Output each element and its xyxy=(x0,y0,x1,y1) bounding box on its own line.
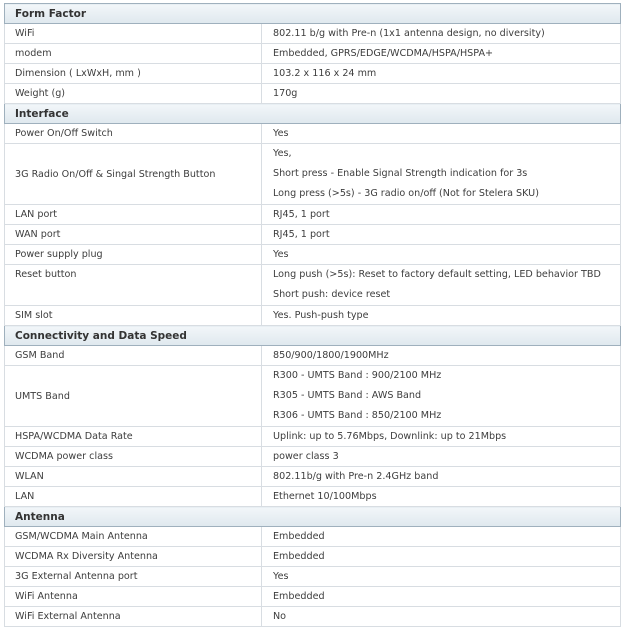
spec-table xyxy=(4,3,621,627)
spec-label: WCDMA Rx Diversity Antenna xyxy=(5,547,262,567)
spec-value: 802.11b/g with Pre-n 2.4GHz band xyxy=(262,467,621,487)
spec-value-line: Short push: device reset xyxy=(273,289,391,300)
section-title: Antenna xyxy=(5,507,621,527)
spec-value: Embedded xyxy=(262,547,621,567)
spec-label: GSM Band xyxy=(5,346,262,366)
spec-value-line: Yes, xyxy=(273,148,292,159)
spec-label: UMTS Band xyxy=(5,366,262,427)
spec-value: Yes. Push-push type xyxy=(262,306,621,326)
spec-value: Embedded, GPRS/EDGE/WCDMA/HSPA/HSPA+ xyxy=(262,44,621,64)
section-header-antenna xyxy=(5,507,621,527)
spec-value: power class 3 xyxy=(262,447,621,467)
spec-value: Yes xyxy=(262,567,621,587)
table-row xyxy=(5,144,621,205)
spec-label: WiFi xyxy=(5,24,262,44)
spec-label: Weight (g) xyxy=(5,84,262,104)
spec-value: Yes xyxy=(262,124,621,144)
spec-label: 3G External Antenna port xyxy=(5,567,262,587)
table-row xyxy=(5,44,621,64)
table-row xyxy=(5,427,621,447)
spec-label: WAN port xyxy=(5,225,262,245)
spec-label: WLAN xyxy=(5,467,262,487)
spec-label: Dimension ( LxWxH, mm ) xyxy=(5,64,262,84)
spec-label: Power On/Off Switch xyxy=(5,124,262,144)
section-header-interface xyxy=(5,104,621,124)
table-row xyxy=(5,467,621,487)
table-row xyxy=(5,265,621,306)
spec-label: LAN port xyxy=(5,205,262,225)
spec-label: 3G Radio On/Off & Singal Strength Button xyxy=(5,144,262,205)
table-row xyxy=(5,567,621,587)
spec-value: Uplink: up to 5.76Mbps, Downlink: up to 21Mbps xyxy=(262,427,621,447)
table-row xyxy=(5,124,621,144)
section-title: Connectivity and Data Speed xyxy=(5,326,621,346)
spec-value: 802.11 b/g with Pre-n (1x1 antenna design, no diversity) xyxy=(262,24,621,44)
spec-label: Power supply plug xyxy=(5,245,262,265)
spec-label: GSM/WCDMA Main Antenna xyxy=(5,527,262,547)
spec-value: 850/900/1800/1900MHz xyxy=(262,346,621,366)
spec-value-line: Long push (>5s): Reset to factory default setting, LED behavior TBD xyxy=(273,269,601,280)
spec-label: WiFi Antenna xyxy=(5,587,262,607)
spec-value: Embedded xyxy=(262,527,621,547)
spec-label xyxy=(5,265,262,306)
section-title: Form Factor xyxy=(5,4,621,24)
spec-value-line: R305 - UMTS Band : AWS Band xyxy=(273,390,422,401)
table-row xyxy=(5,366,621,427)
spec-value: RJ45, 1 port xyxy=(262,225,621,245)
spec-value: 170g xyxy=(262,84,621,104)
spec-value-line: Short press - Enable Signal Strength indication for 3s xyxy=(273,168,528,179)
table-row xyxy=(5,306,621,326)
spec-value: Ethernet 10/100Mbps xyxy=(262,487,621,507)
spec-value-multiline xyxy=(262,366,621,427)
table-row xyxy=(5,24,621,44)
spec-label: SIM slot xyxy=(5,306,262,326)
table-row xyxy=(5,346,621,366)
table-row xyxy=(5,447,621,467)
table-row xyxy=(5,205,621,225)
spec-value-line: R306 - UMTS Band : 850/2100 MHz xyxy=(273,410,442,421)
table-row xyxy=(5,64,621,84)
spec-value: No xyxy=(262,607,621,627)
section-header-connectivity xyxy=(5,326,621,346)
spec-value-line: Long press (>5s) - 3G radio on/off (Not for Stelera SKU) xyxy=(273,188,539,199)
spec-label: WiFi External Antenna xyxy=(5,607,262,627)
spec-value-line: R300 - UMTS Band : 900/2100 MHz xyxy=(273,370,442,381)
spec-label: modem xyxy=(5,44,262,64)
spec-label: HSPA/WCDMA Data Rate xyxy=(5,427,262,447)
table-row xyxy=(5,527,621,547)
spec-value: Yes xyxy=(262,245,621,265)
spec-label-line: Reset button xyxy=(15,269,77,280)
section-header-form-factor xyxy=(5,4,621,24)
spec-value: 103.2 x 116 x 24 mm xyxy=(262,64,621,84)
table-row xyxy=(5,225,621,245)
table-row xyxy=(5,607,621,627)
spec-value: RJ45, 1 port xyxy=(262,205,621,225)
spec-value-multiline xyxy=(262,265,621,306)
spec-table-container xyxy=(4,3,620,627)
section-title: Interface xyxy=(5,104,621,124)
spec-label: WCDMA power class xyxy=(5,447,262,467)
spec-value: Embedded xyxy=(262,587,621,607)
spec-label: LAN xyxy=(5,487,262,507)
table-row xyxy=(5,245,621,265)
table-row xyxy=(5,487,621,507)
table-row xyxy=(5,84,621,104)
table-row xyxy=(5,587,621,607)
table-row xyxy=(5,547,621,567)
spec-value-multiline xyxy=(262,144,621,205)
